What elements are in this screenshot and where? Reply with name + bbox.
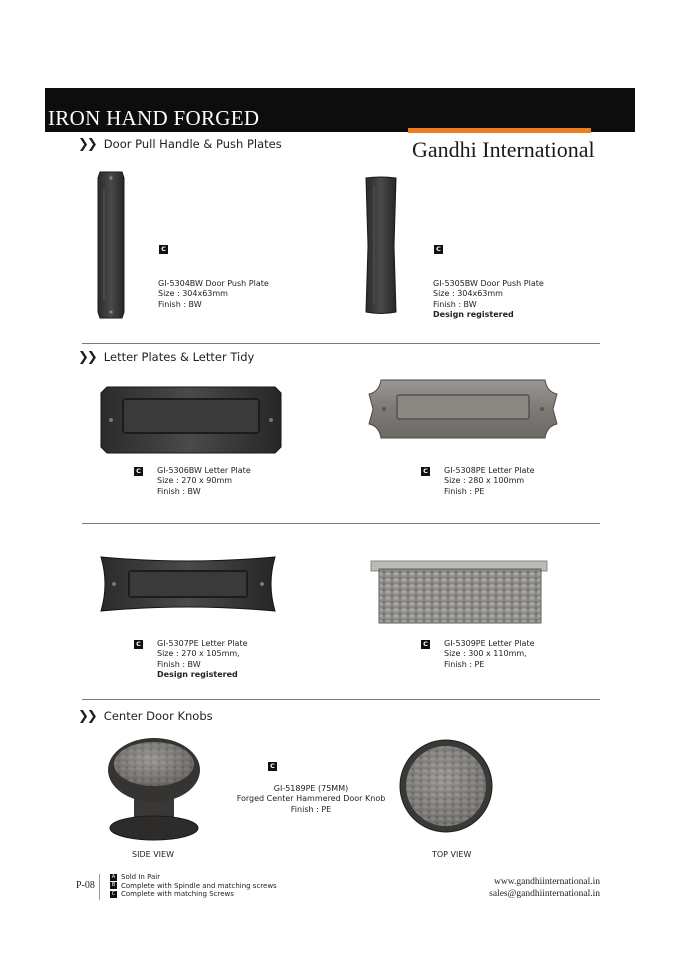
note-text: Complete with Spindle and matching screws: [121, 881, 277, 890]
note-key-badge: C: [111, 890, 116, 897]
page-number: P-08: [76, 880, 95, 891]
section-heading-label: Door Pull Handle & Push Plates: [103, 137, 282, 151]
spec-line: GI-5308PE Letter Plate: [444, 466, 535, 475]
letter-plate-5307-image: [97, 551, 279, 617]
spec-line: Finish : BW: [158, 299, 202, 309]
footer-notes: [110, 873, 277, 899]
spec-line: Size : 300 x 110mm,: [444, 649, 527, 659]
chevron-right-icon: ❯❯: [78, 709, 96, 724]
spec-line: Finish : PE: [290, 804, 332, 814]
spec-line: Finish : PE: [444, 659, 485, 669]
note-key-badge: A: [111, 873, 116, 880]
note-key-badge: B: [111, 882, 116, 888]
door-knob-side-view-image: [104, 736, 204, 842]
code-c-badge: C: [268, 762, 277, 771]
note-text: Complete with matching Screws: [121, 890, 234, 898]
spec-line: Size : 270 x 90mm: [157, 476, 233, 486]
divider: [82, 699, 600, 700]
push-plate-5304-image: [94, 170, 128, 320]
spec-line: GI-5189PE (75MM): [273, 784, 349, 793]
spec-line: GI-5309PE Letter Plate: [444, 639, 535, 648]
section-heading-label: Center Door Knobs: [103, 709, 213, 723]
spec-line: Finish : PE: [444, 486, 485, 496]
code-c-badge: C: [421, 640, 430, 649]
spec-line: Size : 270 x 105mm,: [157, 649, 240, 659]
divider: [82, 343, 600, 344]
spec-line: Finish : BW: [157, 486, 201, 496]
spec-5305: [433, 279, 544, 320]
design-registered-note: Design registered: [433, 309, 514, 319]
brand-name: Gandhi International: [412, 137, 595, 162]
letter-plate-5308-image: [367, 378, 559, 440]
letter-plate-5309-image: [369, 559, 549, 625]
spec-5306: [157, 466, 251, 497]
chevron-right-icon: ❯❯: [78, 137, 96, 152]
code-c-badge: C: [434, 245, 443, 254]
push-plate-5305-image: [360, 176, 402, 316]
footer-note: [110, 882, 277, 891]
spec-line: GI-5305BW Door Push Plate: [433, 279, 544, 288]
spec-5307: [157, 639, 248, 680]
section-heading-label: Letter Plates & Letter Tidy: [103, 350, 255, 364]
section-heading-door-knobs: [78, 709, 213, 724]
spec-5308: [444, 466, 535, 497]
divider: [82, 523, 600, 524]
note-text: Sold In Pair: [121, 873, 161, 881]
spec-5189: [226, 784, 396, 815]
code-c-badge: C: [159, 245, 168, 254]
section-heading-door-pull: [78, 137, 282, 152]
spec-line: Finish : BW: [433, 299, 477, 309]
letter-plate-5306-image: [99, 385, 283, 455]
door-knob-top-view-image: [398, 738, 494, 834]
top-view-label: TOP VIEW: [432, 850, 472, 859]
side-view-label: SIDE VIEW: [132, 850, 174, 859]
spec-line: GI-5304BW Door Push Plate: [158, 279, 269, 288]
spec-line: Forged Center Hammered Door Knob: [236, 794, 386, 804]
brand-accent-bar: [408, 128, 591, 133]
spec-line: GI-5307PE Letter Plate: [157, 639, 248, 648]
code-c-badge: C: [134, 640, 143, 649]
spec-line: Size : 304x63mm: [158, 289, 228, 299]
spec-line: Size : 304x63mm: [433, 289, 503, 299]
website-link[interactable]: www.gandhiinternational.in: [494, 877, 600, 887]
section-heading-letter-plates: [78, 350, 254, 365]
spec-5309: [444, 639, 535, 670]
spec-5304: [158, 279, 269, 310]
spec-line: Finish : BW: [157, 659, 201, 669]
footer-note: [110, 890, 277, 899]
footer-note: [110, 873, 277, 882]
chevron-right-icon: ❯❯: [78, 350, 96, 365]
footer-divider: [99, 874, 100, 900]
design-registered-note: Design registered: [157, 669, 238, 679]
footer-contact: [470, 876, 600, 900]
spec-line: GI-5306BW Letter Plate: [157, 466, 251, 475]
email-link[interactable]: sales@gandhiinternational.in: [489, 889, 600, 899]
code-c-badge: C: [421, 467, 430, 476]
spec-line: Size : 280 x 100mm: [444, 476, 525, 486]
page-title: IRON HAND FORGED: [48, 106, 260, 130]
code-c-badge: C: [134, 467, 143, 476]
